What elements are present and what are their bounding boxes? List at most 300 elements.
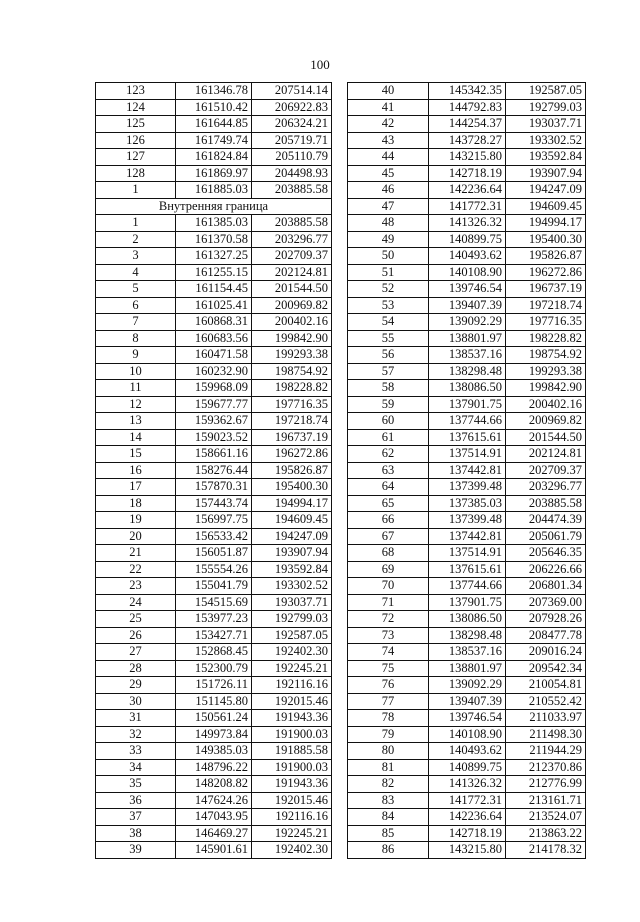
table-row xyxy=(348,314,586,331)
point-number-cell: 23 xyxy=(96,578,176,595)
y-coordinate-cell: 202709.37 xyxy=(506,462,586,479)
point-number-cell: 31 xyxy=(96,710,176,727)
point-number-cell: 37 xyxy=(96,809,176,826)
y-coordinate-cell: 198754.92 xyxy=(252,363,332,380)
y-coordinate-cell: 195826.87 xyxy=(252,462,332,479)
point-number-cell: 69 xyxy=(348,561,429,578)
point-number-cell: 28 xyxy=(96,660,176,677)
x-coordinate-cell: 142236.64 xyxy=(429,182,506,199)
point-number-cell: 52 xyxy=(348,281,429,298)
table-row xyxy=(348,726,586,743)
x-coordinate-cell: 161327.25 xyxy=(176,248,252,265)
point-number-cell: 83 xyxy=(348,792,429,809)
y-coordinate-cell: 196272.86 xyxy=(252,446,332,463)
y-coordinate-cell: 199293.38 xyxy=(252,347,332,364)
x-coordinate-cell: 152300.79 xyxy=(176,660,252,677)
table-row xyxy=(96,825,332,842)
table-row xyxy=(96,380,332,397)
y-coordinate-cell: 192015.46 xyxy=(252,693,332,710)
x-coordinate-cell: 160683.56 xyxy=(176,330,252,347)
point-number-cell: 65 xyxy=(348,495,429,512)
x-coordinate-cell: 145901.61 xyxy=(176,842,252,859)
y-coordinate-cell: 194994.17 xyxy=(506,215,586,232)
y-coordinate-cell: 212370.86 xyxy=(506,759,586,776)
y-coordinate-cell: 205646.35 xyxy=(506,545,586,562)
table-row xyxy=(348,446,586,463)
point-number-cell: 11 xyxy=(96,380,176,397)
y-coordinate-cell: 210054.81 xyxy=(506,677,586,694)
point-number-cell: 35 xyxy=(96,776,176,793)
table-row xyxy=(348,363,586,380)
page-number: 100 xyxy=(310,57,330,72)
table-row xyxy=(348,215,586,232)
y-coordinate-cell: 199842.90 xyxy=(252,330,332,347)
y-coordinate-cell: 205061.79 xyxy=(506,528,586,545)
point-number-cell: 44 xyxy=(348,149,429,166)
table-row xyxy=(96,116,332,133)
table-row xyxy=(96,611,332,628)
x-coordinate-cell: 137514.91 xyxy=(429,446,506,463)
point-number-cell: 74 xyxy=(348,644,429,661)
y-coordinate-cell: 205110.79 xyxy=(252,149,332,166)
y-coordinate-cell: 192587.05 xyxy=(252,627,332,644)
table-row xyxy=(348,99,586,116)
point-number-cell: 60 xyxy=(348,413,429,430)
table-row xyxy=(348,462,586,479)
x-coordinate-cell: 157870.31 xyxy=(176,479,252,496)
x-coordinate-cell: 139746.54 xyxy=(429,710,506,727)
x-coordinate-cell: 140108.90 xyxy=(429,726,506,743)
table-row xyxy=(348,792,586,809)
point-number-cell: 68 xyxy=(348,545,429,562)
table-row xyxy=(96,281,332,298)
table-row xyxy=(348,611,586,628)
y-coordinate-cell: 207514.14 xyxy=(252,83,332,100)
table-row xyxy=(96,677,332,694)
y-coordinate-cell: 191900.03 xyxy=(252,759,332,776)
table-row xyxy=(96,413,332,430)
y-coordinate-cell: 213161.71 xyxy=(506,792,586,809)
x-coordinate-cell: 141772.31 xyxy=(429,198,506,215)
point-number-cell: 41 xyxy=(348,99,429,116)
table-row xyxy=(96,792,332,809)
table-row xyxy=(348,132,586,149)
table-row xyxy=(348,281,586,298)
point-number-cell: 20 xyxy=(96,528,176,545)
table-row xyxy=(348,512,586,529)
x-coordinate-cell: 142718.19 xyxy=(429,825,506,842)
point-number-cell: 45 xyxy=(348,165,429,182)
point-number-cell: 6 xyxy=(96,297,176,314)
point-number-cell: 14 xyxy=(96,429,176,446)
x-coordinate-cell: 137399.48 xyxy=(429,512,506,529)
x-coordinate-cell: 139746.54 xyxy=(429,281,506,298)
y-coordinate-cell: 200969.82 xyxy=(506,413,586,430)
table-row xyxy=(348,231,586,248)
point-number-cell: 50 xyxy=(348,248,429,265)
point-number-cell: 82 xyxy=(348,776,429,793)
table-row xyxy=(96,149,332,166)
table-row xyxy=(96,446,332,463)
y-coordinate-cell: 195400.30 xyxy=(506,231,586,248)
y-coordinate-cell: 192116.16 xyxy=(252,809,332,826)
point-number-cell: 63 xyxy=(348,462,429,479)
table-row xyxy=(96,578,332,595)
x-coordinate-cell: 139092.29 xyxy=(429,677,506,694)
point-number-cell: 56 xyxy=(348,347,429,364)
x-coordinate-cell: 161025.41 xyxy=(176,297,252,314)
point-number-cell: 61 xyxy=(348,429,429,446)
table-row xyxy=(96,347,332,364)
point-number-cell: 43 xyxy=(348,132,429,149)
point-number-cell: 85 xyxy=(348,825,429,842)
point-number-cell: 7 xyxy=(96,314,176,331)
point-number-cell: 13 xyxy=(96,413,176,430)
y-coordinate-cell: 192402.30 xyxy=(252,644,332,661)
table-row xyxy=(96,759,332,776)
y-coordinate-cell: 195400.30 xyxy=(252,479,332,496)
x-coordinate-cell: 140493.62 xyxy=(429,248,506,265)
y-coordinate-cell: 210552.42 xyxy=(506,693,586,710)
point-number-cell: 24 xyxy=(96,594,176,611)
y-coordinate-cell: 205719.71 xyxy=(252,132,332,149)
y-coordinate-cell: 191900.03 xyxy=(252,726,332,743)
y-coordinate-cell: 203885.58 xyxy=(252,182,332,199)
table-row xyxy=(348,297,586,314)
point-number-cell: 16 xyxy=(96,462,176,479)
table-row xyxy=(348,347,586,364)
y-coordinate-cell: 197716.35 xyxy=(506,314,586,331)
y-coordinate-cell: 206922.83 xyxy=(252,99,332,116)
x-coordinate-cell: 146469.27 xyxy=(176,825,252,842)
point-number-cell: 125 xyxy=(96,116,176,133)
point-number-cell: 73 xyxy=(348,627,429,644)
x-coordinate-cell: 139407.39 xyxy=(429,693,506,710)
y-coordinate-cell: 192245.21 xyxy=(252,825,332,842)
x-coordinate-cell: 161154.45 xyxy=(176,281,252,298)
y-coordinate-cell: 214178.32 xyxy=(506,842,586,859)
x-coordinate-cell: 159362.67 xyxy=(176,413,252,430)
table-row xyxy=(348,545,586,562)
x-coordinate-cell: 161385.03 xyxy=(176,215,252,232)
x-coordinate-cell: 140899.75 xyxy=(429,231,506,248)
x-coordinate-cell: 138086.50 xyxy=(429,380,506,397)
point-number-cell: 30 xyxy=(96,693,176,710)
point-number-cell: 4 xyxy=(96,264,176,281)
y-coordinate-cell: 194247.09 xyxy=(506,182,586,199)
point-number-cell: 77 xyxy=(348,693,429,710)
table-row xyxy=(348,776,586,793)
table-row xyxy=(348,165,586,182)
point-number-cell: 25 xyxy=(96,611,176,628)
table-row xyxy=(96,561,332,578)
x-coordinate-cell: 150561.24 xyxy=(176,710,252,727)
x-coordinate-cell: 137744.66 xyxy=(429,413,506,430)
x-coordinate-cell: 158276.44 xyxy=(176,462,252,479)
point-number-cell: 2 xyxy=(96,231,176,248)
y-coordinate-cell: 200402.16 xyxy=(506,396,586,413)
point-number-cell: 22 xyxy=(96,561,176,578)
y-coordinate-cell: 203296.77 xyxy=(252,231,332,248)
x-coordinate-cell: 161370.58 xyxy=(176,231,252,248)
y-coordinate-cell: 211498.30 xyxy=(506,726,586,743)
x-coordinate-cell: 160471.58 xyxy=(176,347,252,364)
x-coordinate-cell: 138537.16 xyxy=(429,644,506,661)
x-coordinate-cell: 151145.80 xyxy=(176,693,252,710)
point-number-cell: 84 xyxy=(348,809,429,826)
y-coordinate-cell: 206226.66 xyxy=(506,561,586,578)
y-coordinate-cell: 195826.87 xyxy=(506,248,586,265)
table-row xyxy=(348,182,586,199)
x-coordinate-cell: 148208.82 xyxy=(176,776,252,793)
point-number-cell: 79 xyxy=(348,726,429,743)
point-number-cell: 51 xyxy=(348,264,429,281)
y-coordinate-cell: 192015.46 xyxy=(252,792,332,809)
x-coordinate-cell: 137399.48 xyxy=(429,479,506,496)
x-coordinate-cell: 158661.16 xyxy=(176,446,252,463)
x-coordinate-cell: 156997.75 xyxy=(176,512,252,529)
point-number-cell: 38 xyxy=(96,825,176,842)
table-row xyxy=(348,479,586,496)
table-row xyxy=(96,297,332,314)
x-coordinate-cell: 138298.48 xyxy=(429,627,506,644)
x-coordinate-cell: 137442.81 xyxy=(429,462,506,479)
x-coordinate-cell: 149385.03 xyxy=(176,743,252,760)
table-row xyxy=(96,809,332,826)
point-number-cell: 1 xyxy=(96,182,176,199)
x-coordinate-cell: 138298.48 xyxy=(429,363,506,380)
x-coordinate-cell: 142236.64 xyxy=(429,809,506,826)
y-coordinate-cell: 207369.00 xyxy=(506,594,586,611)
table-row xyxy=(96,660,332,677)
x-coordinate-cell: 140899.75 xyxy=(429,759,506,776)
y-coordinate-cell: 196272.86 xyxy=(506,264,586,281)
table-row xyxy=(96,165,332,182)
x-coordinate-cell: 153977.23 xyxy=(176,611,252,628)
table-row xyxy=(96,314,332,331)
y-coordinate-cell: 192799.03 xyxy=(252,611,332,628)
table-row xyxy=(348,644,586,661)
x-coordinate-cell: 154515.69 xyxy=(176,594,252,611)
y-coordinate-cell: 199293.38 xyxy=(506,363,586,380)
table-row xyxy=(348,627,586,644)
y-coordinate-cell: 193037.71 xyxy=(506,116,586,133)
y-coordinate-cell: 202709.37 xyxy=(252,248,332,265)
y-coordinate-cell: 203296.77 xyxy=(506,479,586,496)
table-row xyxy=(96,495,332,512)
x-coordinate-cell: 143215.80 xyxy=(429,149,506,166)
point-number-cell: 47 xyxy=(348,198,429,215)
x-coordinate-cell: 137901.75 xyxy=(429,396,506,413)
point-number-cell: 67 xyxy=(348,528,429,545)
y-coordinate-cell: 201544.50 xyxy=(252,281,332,298)
point-number-cell: 75 xyxy=(348,660,429,677)
point-number-cell: 27 xyxy=(96,644,176,661)
x-coordinate-cell: 159023.52 xyxy=(176,429,252,446)
point-number-cell: 53 xyxy=(348,297,429,314)
x-coordinate-cell: 152868.45 xyxy=(176,644,252,661)
table-row xyxy=(348,380,586,397)
point-number-cell: 9 xyxy=(96,347,176,364)
y-coordinate-cell: 192587.05 xyxy=(506,83,586,100)
table-row xyxy=(96,644,332,661)
point-number-cell: 54 xyxy=(348,314,429,331)
table-row xyxy=(96,396,332,413)
table-row xyxy=(348,693,586,710)
point-number-cell: 70 xyxy=(348,578,429,595)
point-number-cell: 62 xyxy=(348,446,429,463)
x-coordinate-cell: 144254.37 xyxy=(429,116,506,133)
y-coordinate-cell: 199842.90 xyxy=(506,380,586,397)
coordinates-table-left xyxy=(95,82,332,859)
point-number-cell: 78 xyxy=(348,710,429,727)
table-row xyxy=(96,842,332,859)
table-row xyxy=(96,429,332,446)
point-number-cell: 18 xyxy=(96,495,176,512)
y-coordinate-cell: 191943.36 xyxy=(252,776,332,793)
table-row xyxy=(96,264,332,281)
point-number-cell: 71 xyxy=(348,594,429,611)
table-row xyxy=(348,396,586,413)
point-number-cell: 64 xyxy=(348,479,429,496)
table-row xyxy=(348,561,586,578)
table-row xyxy=(96,710,332,727)
y-coordinate-cell: 194994.17 xyxy=(252,495,332,512)
y-coordinate-cell: 209016.24 xyxy=(506,644,586,661)
x-coordinate-cell: 160868.31 xyxy=(176,314,252,331)
point-number-cell: 1 xyxy=(96,215,176,232)
table-row xyxy=(348,429,586,446)
x-coordinate-cell: 151726.11 xyxy=(176,677,252,694)
x-coordinate-cell: 144792.83 xyxy=(429,99,506,116)
y-coordinate-cell: 198228.82 xyxy=(506,330,586,347)
point-number-cell: 29 xyxy=(96,677,176,694)
x-coordinate-cell: 156051.87 xyxy=(176,545,252,562)
table-row xyxy=(348,743,586,760)
y-coordinate-cell: 200969.82 xyxy=(252,297,332,314)
table-row xyxy=(348,825,586,842)
point-number-cell: 55 xyxy=(348,330,429,347)
table-row xyxy=(96,330,332,347)
point-number-cell: 19 xyxy=(96,512,176,529)
y-coordinate-cell: 206324.21 xyxy=(252,116,332,133)
table-row xyxy=(348,116,586,133)
point-number-cell: 17 xyxy=(96,479,176,496)
x-coordinate-cell: 148796.22 xyxy=(176,759,252,776)
point-number-cell: 81 xyxy=(348,759,429,776)
x-coordinate-cell: 141326.32 xyxy=(429,776,506,793)
table-row xyxy=(96,99,332,116)
y-coordinate-cell: 201544.50 xyxy=(506,429,586,446)
table-row xyxy=(348,660,586,677)
y-coordinate-cell: 192245.21 xyxy=(252,660,332,677)
y-coordinate-cell: 204498.93 xyxy=(252,165,332,182)
x-coordinate-cell: 147043.95 xyxy=(176,809,252,826)
y-coordinate-cell: 198228.82 xyxy=(252,380,332,397)
point-number-cell: 36 xyxy=(96,792,176,809)
point-number-cell: 124 xyxy=(96,99,176,116)
point-number-cell: 21 xyxy=(96,545,176,562)
x-coordinate-cell: 143728.27 xyxy=(429,132,506,149)
table-row xyxy=(348,528,586,545)
point-number-cell: 66 xyxy=(348,512,429,529)
y-coordinate-cell: 202124.81 xyxy=(252,264,332,281)
point-number-cell: 42 xyxy=(348,116,429,133)
y-coordinate-cell: 197218.74 xyxy=(506,297,586,314)
table-row xyxy=(96,462,332,479)
y-coordinate-cell: 193907.94 xyxy=(252,545,332,562)
x-coordinate-cell: 156533.42 xyxy=(176,528,252,545)
y-coordinate-cell: 196737.19 xyxy=(506,281,586,298)
table-row xyxy=(348,330,586,347)
y-coordinate-cell: 193302.52 xyxy=(506,132,586,149)
point-number-cell: 59 xyxy=(348,396,429,413)
table-row xyxy=(96,726,332,743)
table-row xyxy=(96,182,332,199)
y-coordinate-cell: 194609.45 xyxy=(252,512,332,529)
x-coordinate-cell: 160232.90 xyxy=(176,363,252,380)
x-coordinate-cell: 155041.79 xyxy=(176,578,252,595)
x-coordinate-cell: 161869.97 xyxy=(176,165,252,182)
x-coordinate-cell: 137901.75 xyxy=(429,594,506,611)
x-coordinate-cell: 137615.61 xyxy=(429,429,506,446)
x-coordinate-cell: 138801.97 xyxy=(429,330,506,347)
x-coordinate-cell: 137744.66 xyxy=(429,578,506,595)
point-number-cell: 32 xyxy=(96,726,176,743)
table-row xyxy=(96,231,332,248)
point-number-cell: 40 xyxy=(348,83,429,100)
point-number-cell: 26 xyxy=(96,627,176,644)
table-row xyxy=(348,413,586,430)
y-coordinate-cell: 194609.45 xyxy=(506,198,586,215)
point-number-cell: 58 xyxy=(348,380,429,397)
point-number-cell: 80 xyxy=(348,743,429,760)
x-coordinate-cell: 143215.80 xyxy=(429,842,506,859)
table-row xyxy=(96,479,332,496)
table-row xyxy=(96,693,332,710)
y-coordinate-cell: 204474.39 xyxy=(506,512,586,529)
table-row xyxy=(348,149,586,166)
y-coordinate-cell: 207928.26 xyxy=(506,611,586,628)
x-coordinate-cell: 161824.84 xyxy=(176,149,252,166)
x-coordinate-cell: 153427.71 xyxy=(176,627,252,644)
point-number-cell: 86 xyxy=(348,842,429,859)
y-coordinate-cell: 202124.81 xyxy=(506,446,586,463)
table-row xyxy=(348,677,586,694)
y-coordinate-cell: 194247.09 xyxy=(252,528,332,545)
y-coordinate-cell: 213863.22 xyxy=(506,825,586,842)
table-row xyxy=(348,594,586,611)
point-number-cell: 39 xyxy=(96,842,176,859)
y-coordinate-cell: 200402.16 xyxy=(252,314,332,331)
y-coordinate-cell: 192116.16 xyxy=(252,677,332,694)
y-coordinate-cell: 212776.99 xyxy=(506,776,586,793)
point-number-cell: 57 xyxy=(348,363,429,380)
x-coordinate-cell: 161255.15 xyxy=(176,264,252,281)
table-row xyxy=(348,83,586,100)
point-number-cell: 3 xyxy=(96,248,176,265)
x-coordinate-cell: 138537.16 xyxy=(429,347,506,364)
x-coordinate-cell: 140108.90 xyxy=(429,264,506,281)
y-coordinate-cell: 192402.30 xyxy=(252,842,332,859)
table-row xyxy=(348,578,586,595)
x-coordinate-cell: 161885.03 xyxy=(176,182,252,199)
table-row xyxy=(348,264,586,281)
y-coordinate-cell: 197218.74 xyxy=(252,413,332,430)
y-coordinate-cell: 203885.58 xyxy=(506,495,586,512)
point-number-cell: 34 xyxy=(96,759,176,776)
table-row xyxy=(96,545,332,562)
